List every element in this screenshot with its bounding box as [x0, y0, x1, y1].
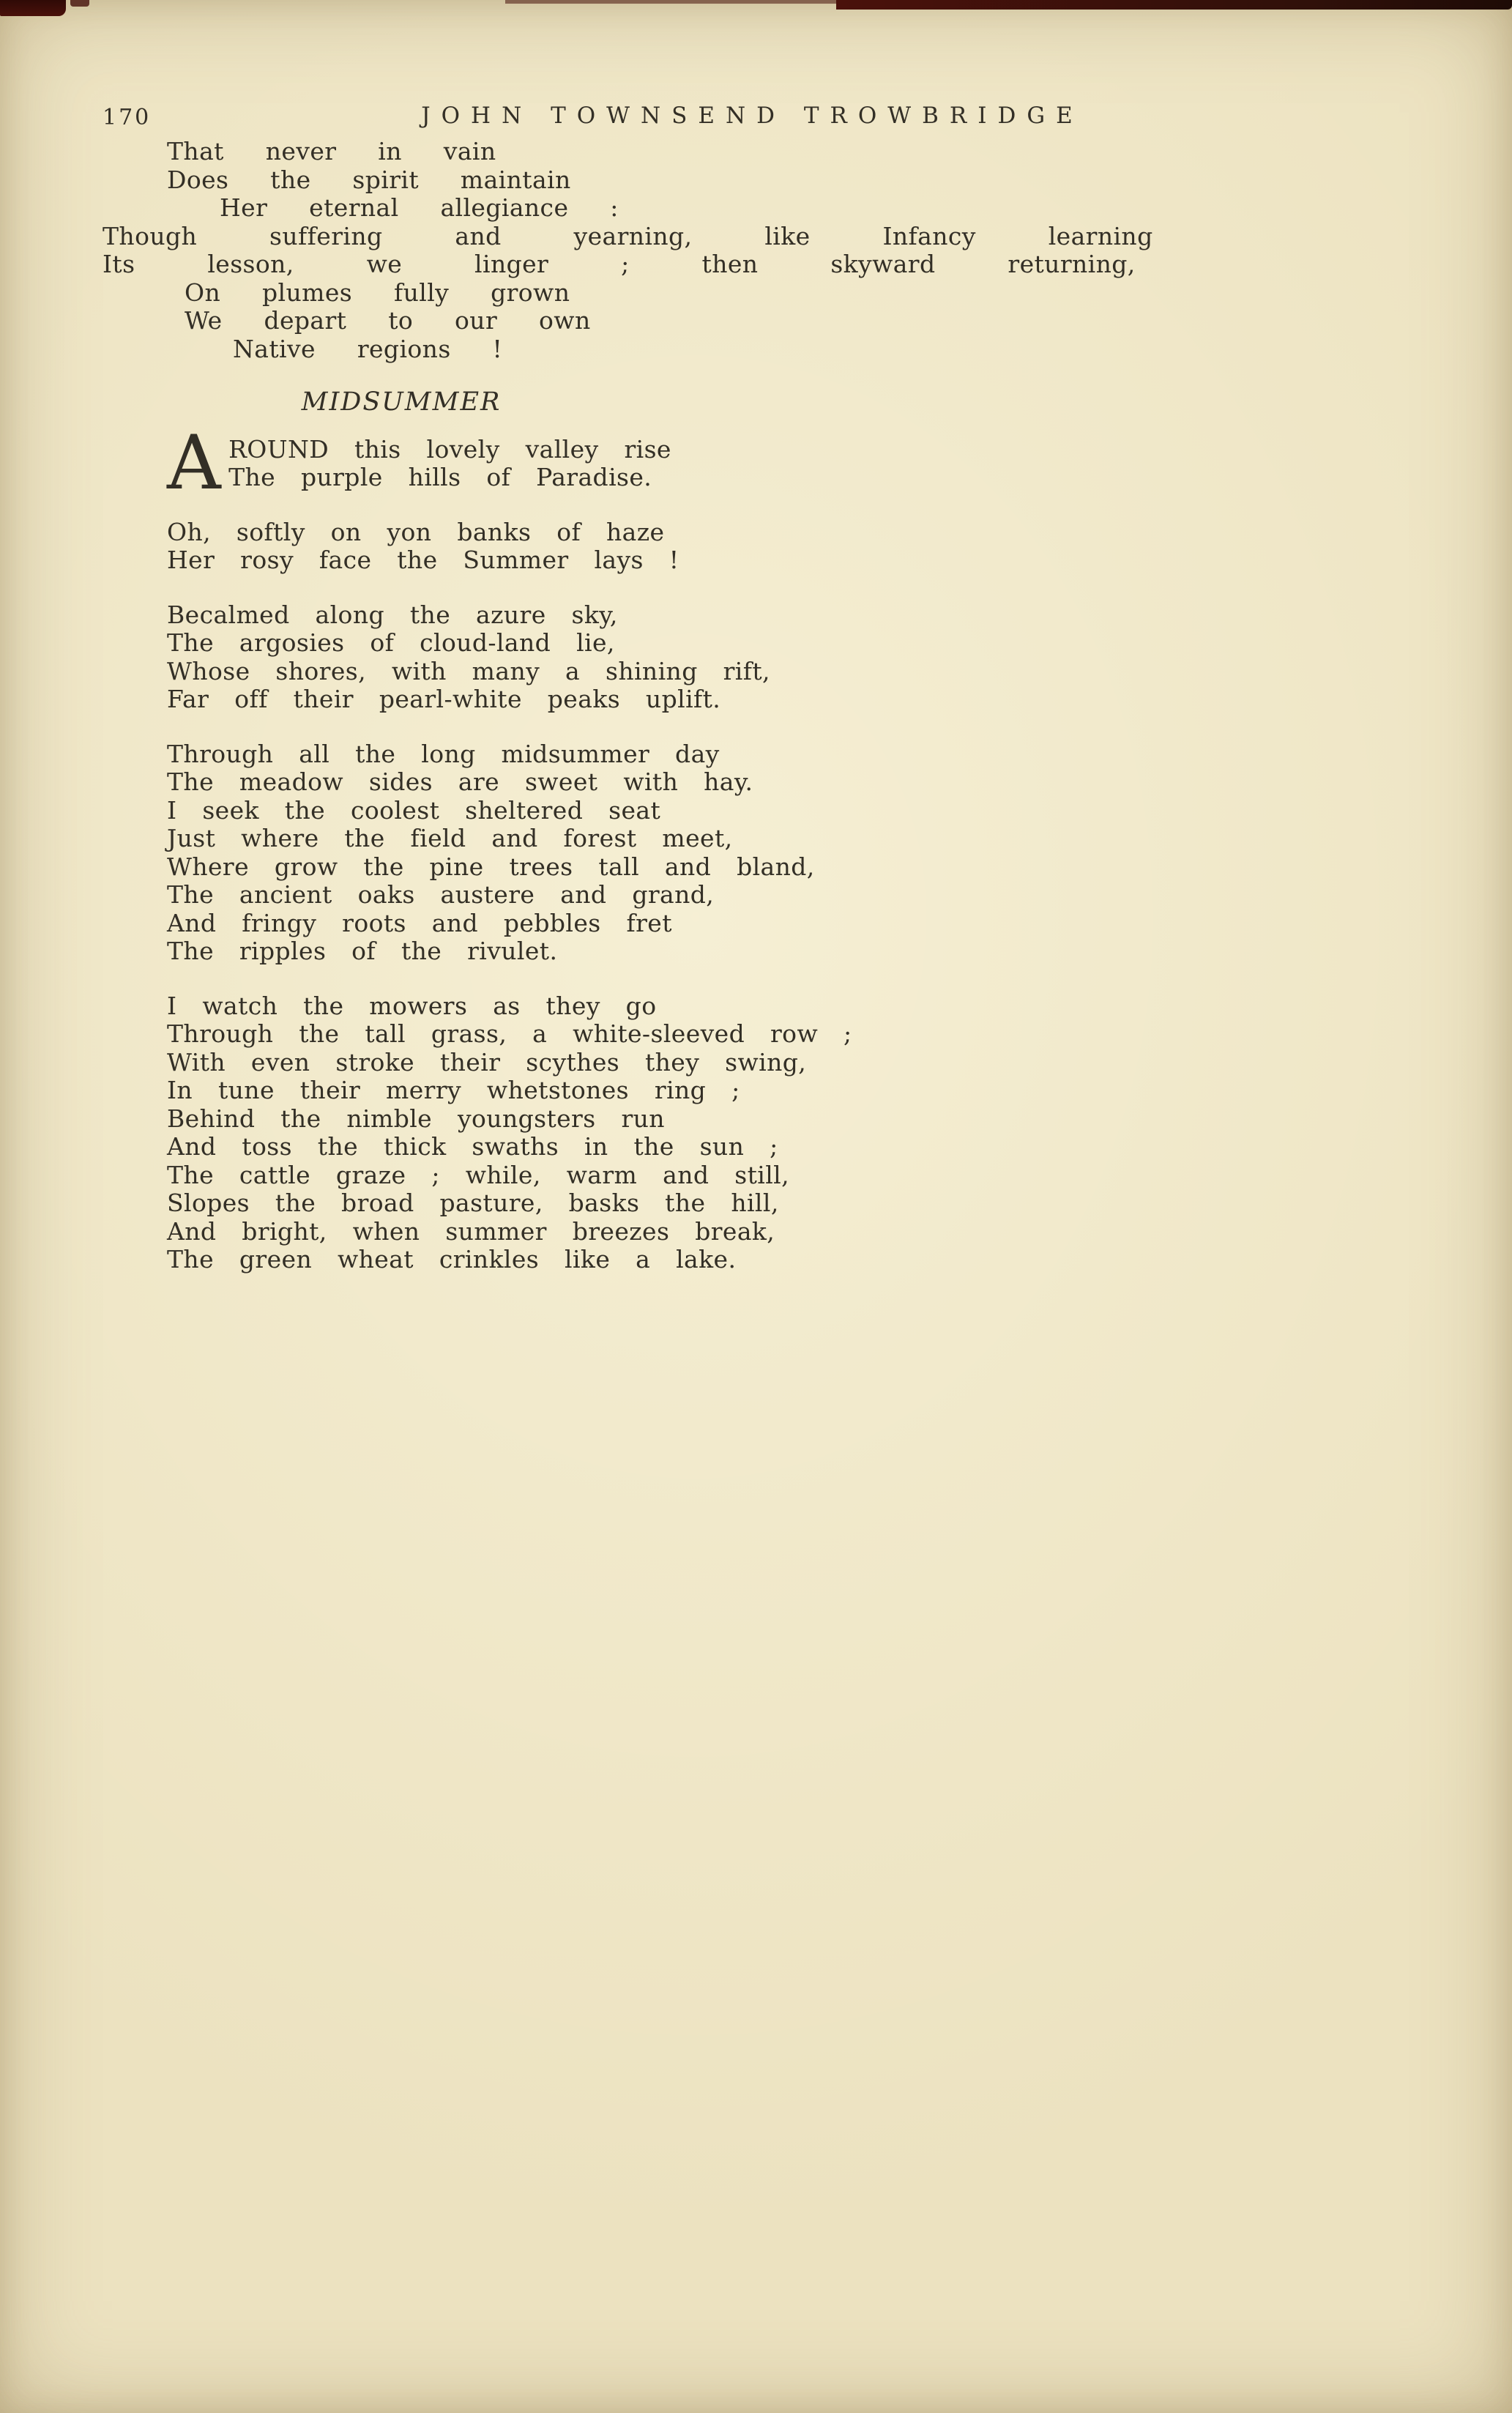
poem-line: Oh, softly on yon banks of haze	[167, 517, 665, 546]
poem-title: MIDSUMMER	[301, 387, 502, 417]
poem-line: Through the tall grass, a white-sleeved row ;	[167, 1019, 852, 1048]
scan-artifact-top-left-small	[70, 0, 89, 7]
poem-line: On plumes fully grown	[185, 278, 570, 307]
poem-line: The purple hills of Paradise.	[228, 463, 652, 491]
poem-line: Becalmed along the azure sky,	[167, 600, 618, 629]
poem-line: The green wheat crinkles like a lake.	[167, 1245, 737, 1274]
previous-poem-ending	[103, 138, 1420, 363]
poem-line: ROUND this lovely valley rise	[228, 434, 671, 464]
poem-line: Far off their pearl-white peaks uplift.	[167, 685, 721, 713]
poem-line: The ancient oaks austere and grand,	[167, 880, 715, 909]
scan-artifact-top-middle	[505, 0, 836, 4]
poem-line: Slopes the broad pasture, basks the hill,	[167, 1189, 779, 1217]
scan-artifact-top-left	[0, 0, 66, 16]
poem-line: Her eternal allegiance :	[220, 193, 619, 222]
scan-artifact-top-right	[836, 0, 1512, 10]
poem-line: Just where the field and forest meet,	[167, 824, 733, 852]
poem-line: Native regions !	[233, 334, 503, 363]
running-head	[103, 103, 1402, 133]
poem-stanza	[167, 518, 1420, 575]
poem-line: Whose shores, with many a shining rift,	[167, 656, 770, 685]
drop-cap-letter: A	[167, 419, 222, 507]
poem-line: I watch the mowers as they go	[167, 991, 657, 1020]
poem-line: The ripples of the rivulet.	[167, 937, 558, 965]
poem-line: And fringy roots and pebbles fret	[167, 908, 672, 937]
poem-line: Does the spirit maintain	[167, 165, 571, 194]
poem-line: In tune their merry whetstones ring ;	[167, 1076, 740, 1104]
running-title: JOHN TOWNSEND TROWBRIDGE	[421, 103, 1084, 129]
poem-line: That never in vain	[167, 137, 496, 166]
poem-line: Behind the nimble youngsters run	[167, 1104, 665, 1133]
poem-line: Through all the long midsummer day	[167, 739, 720, 768]
poem-line: Where grow the pine trees tall and bland,	[167, 852, 815, 881]
poem-stanza	[167, 740, 1420, 966]
poem-line: The meadow sides are sweet with hay.	[167, 767, 753, 796]
poem-line: And toss the thick swaths in the sun ;	[167, 1132, 778, 1161]
poem-line: The cattle graze ; while, warm and still,	[167, 1160, 790, 1189]
poem-line: Its lesson, we linger ; then skyward returning,	[103, 250, 1136, 278]
poem-line: We depart to our own	[185, 306, 591, 335]
poem-stanza	[167, 992, 1420, 1274]
poem-line: Though suffering and yearning, like Infancy learning	[103, 221, 1153, 250]
text-block	[103, 138, 1420, 1274]
poem-stanza	[167, 601, 1420, 714]
poem-line: I seek the coolest sheltered seat	[167, 795, 661, 825]
poem-line: Her rosy face the Summer lays !	[167, 546, 679, 574]
poem-line: And bright, when summer breezes break,	[167, 1216, 775, 1246]
poem-stanza	[167, 419, 1420, 507]
page-number: 170	[103, 105, 152, 130]
poem-line: With even stroke their scythes they swing,	[167, 1047, 807, 1077]
poem-line: The argosies of cloud-land lie,	[167, 628, 615, 657]
